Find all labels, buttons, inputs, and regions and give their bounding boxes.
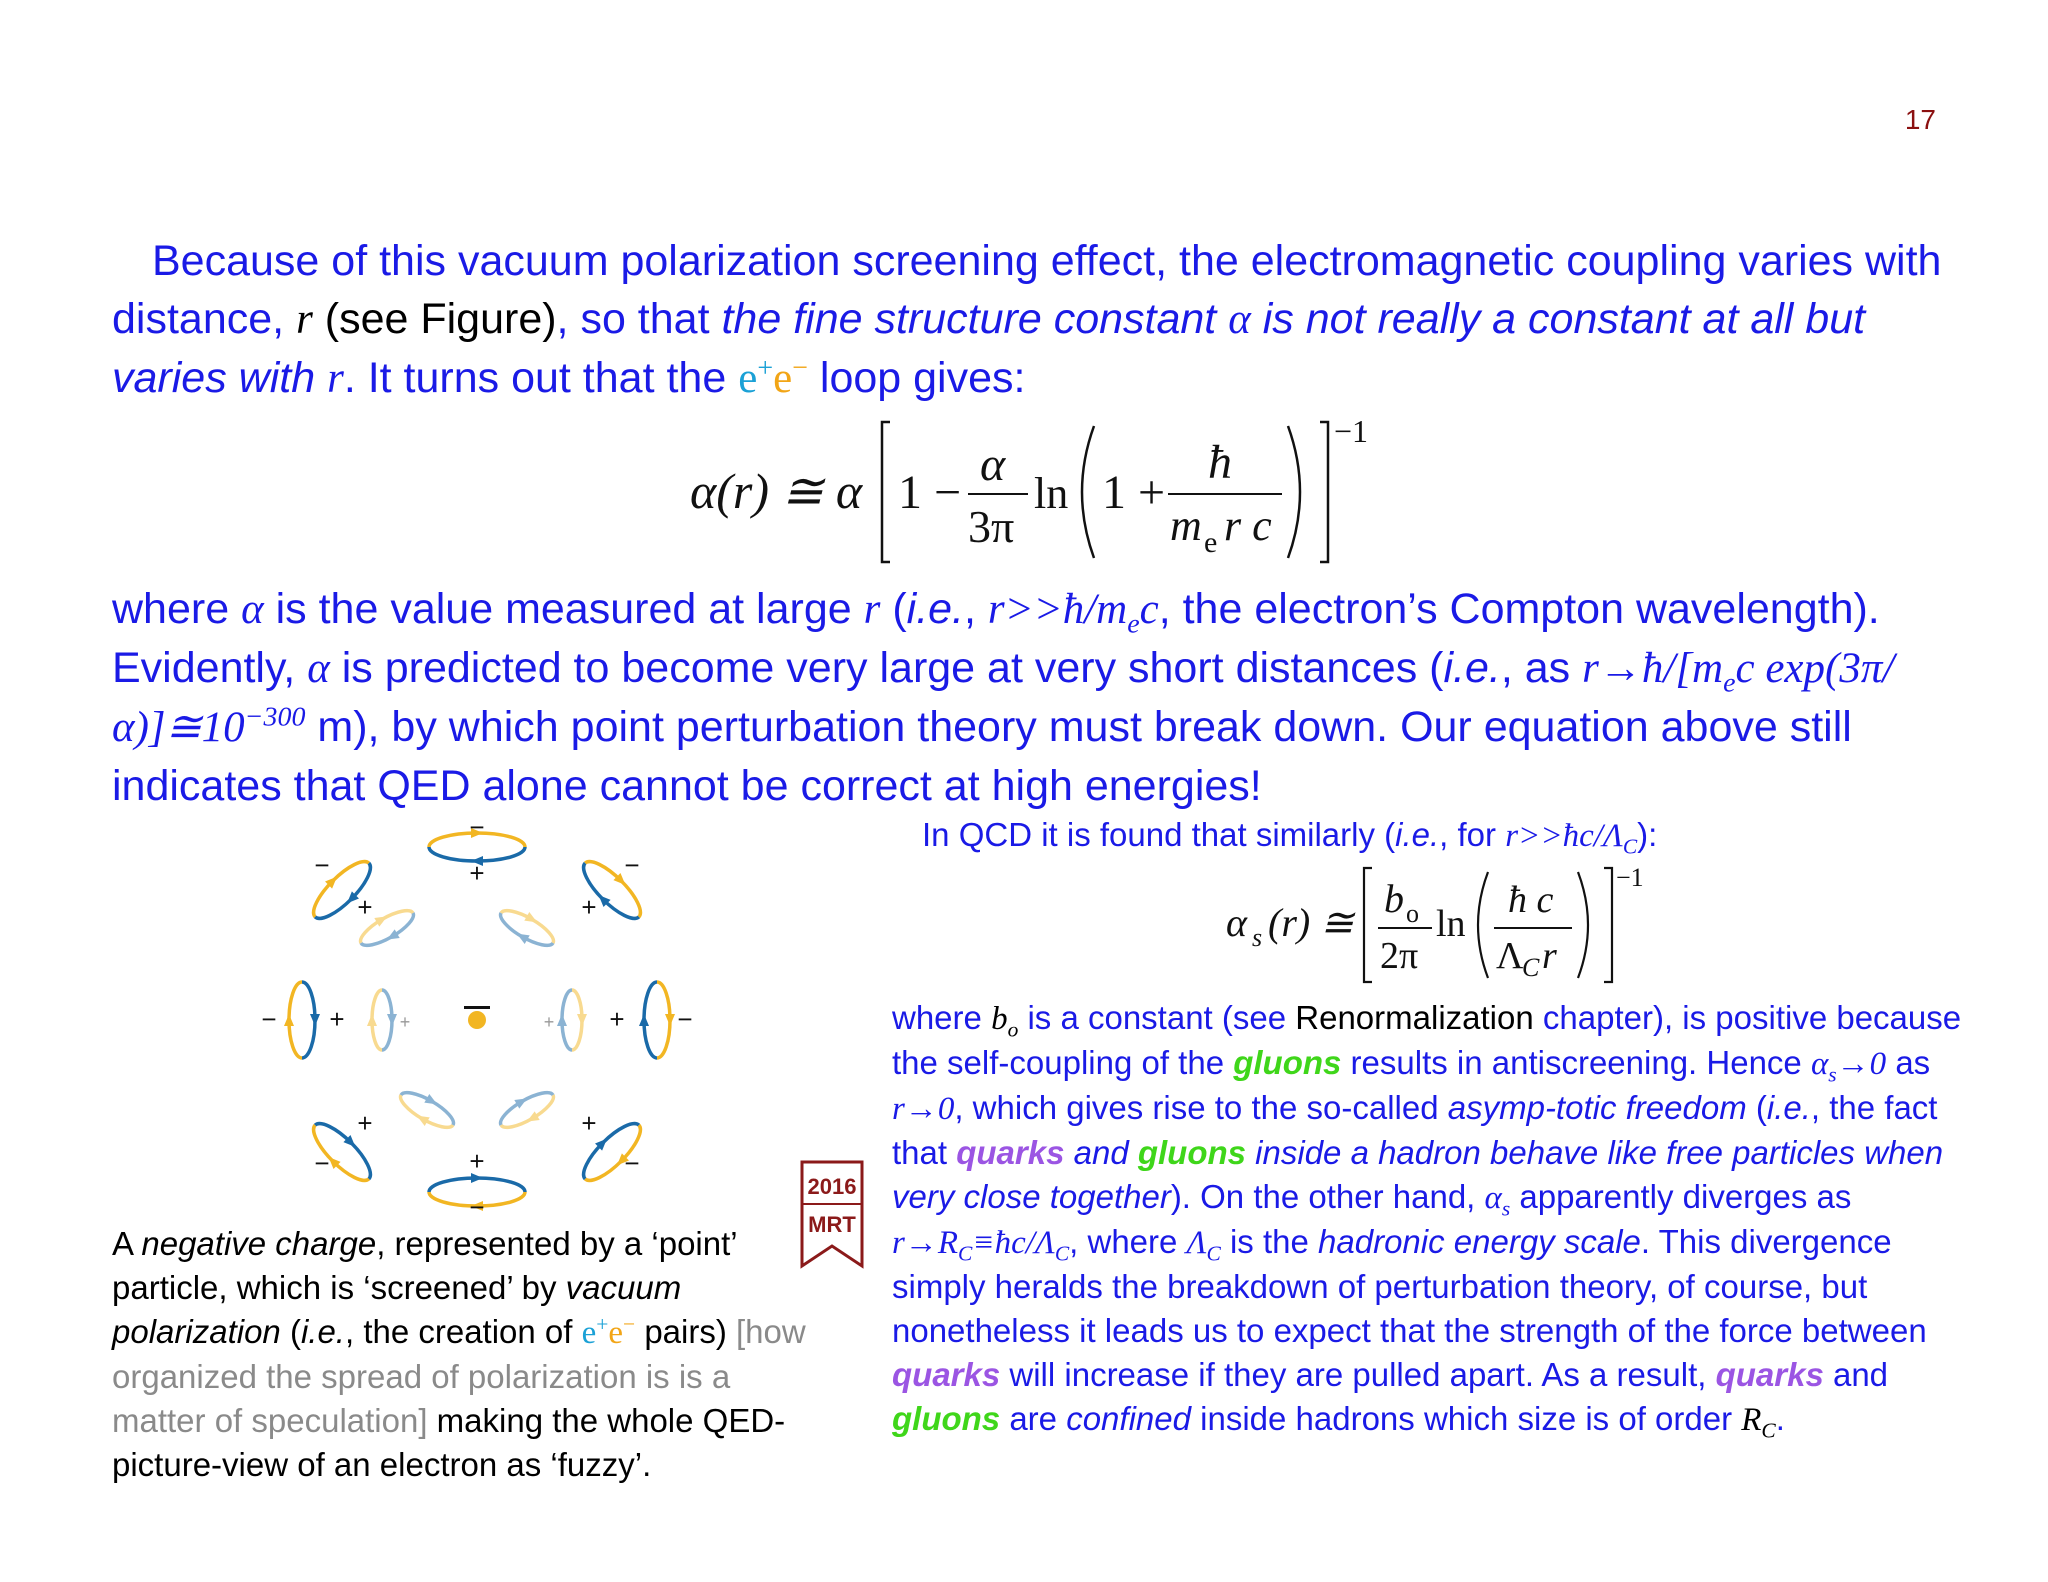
eq1-right-paren bbox=[1288, 426, 1300, 558]
sign-l-minus: − bbox=[262, 1004, 277, 1034]
cap-positron: e+ bbox=[581, 1312, 609, 1351]
sign-bl-minus: − bbox=[314, 1148, 330, 1178]
outer-loop-3 bbox=[639, 982, 675, 1058]
qcd-eq-left-paren bbox=[1478, 872, 1488, 978]
side-w3: chapter), is positive because the self-coupling of the bbox=[892, 999, 1962, 1081]
side-w14: will increase if they are pulled apart. As a result, bbox=[1009, 1356, 1707, 1393]
p2-r: r bbox=[863, 586, 881, 633]
gluons-word-3: gluons bbox=[892, 1400, 1001, 1437]
sign-tl-minus: − bbox=[314, 850, 330, 880]
side-alpha-s-2: $\alpha_s$ bbox=[1484, 1180, 1511, 1221]
p2-ie: i.e. bbox=[906, 585, 965, 633]
positron-symbol: e+ bbox=[738, 352, 774, 402]
vacuum-polarization-figure bbox=[262, 822, 702, 1222]
intro-paragraph bbox=[112, 232, 1952, 408]
eq1-frac2-num: ħ bbox=[1208, 436, 1232, 489]
badge-initials: MRT bbox=[808, 1212, 856, 1237]
inner-loop-5-electron-arc bbox=[396, 1095, 453, 1134]
eq1-frac2-den-m: m bbox=[1170, 501, 1202, 550]
outer-loop-7 bbox=[284, 982, 320, 1058]
inner-loop-6-arrow-1 bbox=[367, 1014, 377, 1026]
equation-alpha-s bbox=[1226, 860, 1646, 990]
electron-symbol: e− bbox=[773, 352, 808, 402]
side-w9: ). On the other hand, bbox=[1170, 1178, 1476, 1215]
side-w2: is a constant (see bbox=[1027, 999, 1287, 1036]
gluons-word-1: gluons bbox=[1233, 1044, 1342, 1081]
gluons-word-2: gluons bbox=[1137, 1134, 1246, 1171]
p2-text-6: is predicted to become very large at very short distances ( bbox=[341, 644, 1444, 692]
qcd-eq-left-bracket bbox=[1364, 868, 1372, 982]
sign-top-plus: + bbox=[469, 858, 485, 888]
side-alpha-s: $\alpha_s\to 0$ bbox=[1810, 1046, 1887, 1087]
side-asymp: asymp-totic freedom bbox=[1447, 1089, 1747, 1126]
cap-gray-note: [how organized the spread of polarization is is a matter of speculation] bbox=[112, 1313, 806, 1439]
p2-alpha-2: α bbox=[307, 645, 330, 692]
cap-vacuum: vacuum polarization bbox=[112, 1269, 682, 1350]
side-w6: , which gives rise to the so-called bbox=[954, 1089, 1439, 1126]
equation-alpha-running bbox=[690, 412, 1390, 572]
mrt-badge bbox=[800, 1160, 864, 1275]
qcd-eq-exp: −1 bbox=[1616, 863, 1644, 892]
eq1-one-plus: 1 + bbox=[1102, 466, 1166, 519]
page-number: 17 bbox=[1904, 104, 1936, 135]
intro-text-1: Because of this vacuum polarization screening effect, the electromagnetic coupling varies with distance, bbox=[112, 237, 1942, 343]
eq1-one-minus: 1 − bbox=[898, 466, 962, 519]
qcd-eq-lambda: Λ bbox=[1496, 935, 1524, 977]
sign-br-minus: − bbox=[624, 1148, 640, 1178]
qcd-eq-2pi: 2π bbox=[1380, 935, 1419, 977]
renormalization-link[interactable]: Renormalization bbox=[1295, 999, 1534, 1036]
sign-bottom-minus: − bbox=[469, 1192, 485, 1222]
p2-text-1: where bbox=[112, 585, 230, 633]
sign-r-minus: − bbox=[677, 1004, 693, 1034]
inner-loop-2-electron-arc bbox=[501, 904, 558, 943]
sign-l-plus: + bbox=[329, 1004, 345, 1034]
side-w12: is the bbox=[1229, 1223, 1309, 1260]
side-w7: ( bbox=[1755, 1089, 1767, 1126]
cap-c2: , represented by a ‘point’ particle, which is ‘screened’ by bbox=[112, 1225, 737, 1306]
inner-loop-6 bbox=[367, 990, 397, 1050]
eq1-ln: ln bbox=[1034, 469, 1069, 518]
side-and-2: and bbox=[1832, 1356, 1889, 1393]
eq1-frac1-den: 3π bbox=[968, 501, 1015, 552]
side-w5: as bbox=[1895, 1044, 1931, 1081]
side-w15: are bbox=[1009, 1400, 1058, 1437]
p2-text-4: , bbox=[964, 585, 976, 633]
eq1-frac1-num: α bbox=[980, 438, 1006, 491]
side-ie: i.e. bbox=[1766, 1089, 1811, 1126]
cap-c4: , the creation of bbox=[344, 1313, 573, 1350]
eq1-lhs: α(r) ≅ α bbox=[690, 463, 863, 519]
cap-c3: ( bbox=[289, 1313, 301, 1350]
qcd-eq-right-paren bbox=[1578, 872, 1588, 978]
see-figure-link[interactable]: (see Figure) bbox=[324, 295, 557, 343]
sign-inner-r-plus: + bbox=[543, 1012, 555, 1032]
qcd-ie: i.e. bbox=[1395, 816, 1440, 853]
sign-tr-plus: + bbox=[581, 892, 597, 922]
quarks-word-3: quarks bbox=[1715, 1356, 1824, 1393]
qcd-eq-right-bracket bbox=[1604, 868, 1612, 982]
side-paragraph bbox=[892, 996, 1972, 1442]
var-r-2: r bbox=[327, 355, 344, 402]
eq1-frac2-den-sub: e bbox=[1204, 526, 1218, 559]
badge-year: 2016 bbox=[807, 1174, 857, 1199]
p2-text-3: ( bbox=[892, 585, 907, 633]
p2-math-1: $r>>ħ/m_ec$ bbox=[987, 586, 1159, 640]
qcd-eq-b-sub: o bbox=[1406, 899, 1419, 928]
outer-loop-3-arrow-1 bbox=[665, 1014, 675, 1026]
outer-loop-7-arrow-1 bbox=[284, 1014, 294, 1026]
quarks-word-2: quarks bbox=[892, 1356, 1001, 1393]
cap-c6: making the whole QED-picture-view of an electron as ‘fuzzy’. bbox=[112, 1402, 786, 1483]
side-w1: where bbox=[892, 999, 982, 1036]
intro-text-4: loop gives: bbox=[819, 354, 1026, 402]
qcd-eq-num: ħ c bbox=[1508, 879, 1554, 921]
inner-loop-5 bbox=[394, 1082, 461, 1138]
eq1-frac2-den-rest: r c bbox=[1224, 501, 1272, 550]
p2-text-2: is the value measured at large bbox=[275, 585, 852, 633]
side-inside: inside a hadron behave like free particles when very close together bbox=[892, 1134, 1944, 1215]
side-w8: , the fact that bbox=[892, 1089, 1938, 1171]
var-r: r bbox=[296, 296, 313, 343]
cap-negative-charge: negative charge bbox=[141, 1225, 377, 1262]
qcd-eq-alpha: α bbox=[1226, 900, 1247, 945]
inner-loop-4-positron-arc bbox=[496, 1086, 553, 1125]
intro-italic-2: is not really a constant at all but varies with bbox=[112, 295, 1866, 402]
side-w10: apparently diverges as bbox=[1519, 1178, 1852, 1215]
eq1-right-bracket bbox=[1320, 422, 1328, 562]
inner-loop-6-arrow-2 bbox=[387, 1014, 397, 1026]
qcd-intro-3: ): bbox=[1637, 816, 1658, 853]
p2-text-8: ), by which point perturbation theory must break down. Our equation above still indicates that QED alone cannot be correct at high energies! bbox=[112, 703, 1852, 810]
p2-math-2: $r\to ħ/[m_ec$ $\exp(3\pi/\alpha)]≅10^{-300}$ bbox=[112, 645, 1895, 751]
sign-tl-plus: + bbox=[357, 892, 373, 922]
sign-r-plus: + bbox=[609, 1004, 625, 1034]
qcd-eq-lhs-rest: (r) ≅ bbox=[1268, 900, 1354, 945]
quarks-word-1: quarks bbox=[956, 1134, 1065, 1171]
vacuum-polarization-svg bbox=[262, 822, 702, 1222]
inner-loop-2 bbox=[494, 900, 561, 956]
inner-loop-2-positron-arc bbox=[496, 913, 553, 952]
eq1-exponent: −1 bbox=[1334, 413, 1369, 449]
side-hadronic: hadronic energy scale bbox=[1318, 1223, 1641, 1260]
alpha-symbol: α bbox=[1228, 296, 1251, 343]
sign-tr-minus: − bbox=[624, 850, 640, 880]
equation-alpha-svg bbox=[690, 412, 1390, 572]
eq1-left-bracket bbox=[882, 422, 890, 562]
qcd-intro-1: In QCD it is found that similarly ( bbox=[922, 816, 1396, 853]
equation-alpha-s-svg bbox=[1226, 860, 1646, 990]
sign-br-plus: + bbox=[581, 1108, 597, 1138]
sign-top-minus: − bbox=[469, 822, 485, 842]
qcd-eq-r: r bbox=[1542, 935, 1557, 977]
side-and-italic: and bbox=[1073, 1134, 1129, 1171]
intro-italic-1: the fine structure constant bbox=[721, 295, 1217, 343]
paragraph-2 bbox=[112, 580, 1952, 815]
sign-bl-plus: + bbox=[357, 1108, 373, 1138]
intro-text-3: . It turns out that the bbox=[343, 354, 727, 402]
side-confined: confined bbox=[1066, 1400, 1191, 1437]
side-diverge: $r\to R_C\equiv ħc/\Lambda_C$ bbox=[892, 1225, 1070, 1266]
p2-unit: m bbox=[317, 703, 354, 751]
side-end: . bbox=[1775, 1400, 1785, 1437]
side-lambda: $\Lambda_C$ bbox=[1186, 1225, 1221, 1266]
side-w16: inside hadrons which size is of order bbox=[1200, 1400, 1733, 1437]
center-minus-bar bbox=[464, 1006, 490, 1009]
outer-loop-3-arrow-2 bbox=[639, 1014, 649, 1026]
side-r-to0: r→0 bbox=[892, 1091, 955, 1127]
inner-loop-4-electron-arc bbox=[501, 1095, 558, 1134]
figure-caption bbox=[112, 1222, 832, 1487]
cap-ie: i.e. bbox=[300, 1313, 345, 1350]
qcd-eq-alpha-sub: s bbox=[1252, 923, 1263, 952]
p2-text-7: , as bbox=[1500, 644, 1571, 692]
inner-loop-3-arrow-1 bbox=[577, 1014, 587, 1026]
cap-c1: A bbox=[112, 1225, 133, 1262]
cap-electron: e− bbox=[608, 1312, 636, 1351]
side-w4: results in antiscreening. Hence bbox=[1350, 1044, 1802, 1081]
cap-c5: pairs) bbox=[644, 1313, 727, 1350]
p2-alpha: α bbox=[241, 586, 264, 633]
qcd-condition: $r>>ħc/\Lambda_C$ bbox=[1505, 818, 1638, 859]
qcd-eq-b: b bbox=[1384, 876, 1404, 921]
eq1-left-paren bbox=[1082, 426, 1094, 558]
negative-charge-point bbox=[468, 1011, 486, 1029]
inner-loop-5-positron-arc bbox=[401, 1086, 458, 1125]
side-Rc: $R_C$ bbox=[1741, 1402, 1776, 1443]
sign-inner-l-plus: + bbox=[399, 1012, 411, 1032]
outer-loop-7-arrow-2 bbox=[310, 1014, 320, 1026]
intro-text-2: , so that bbox=[556, 295, 710, 343]
side-w13: . This divergence simply heralds the breakdown of perturbation theory, of course, but nonetheless it leads us to expect that the strength of the force between bbox=[892, 1223, 1927, 1349]
qcd-intro-2: , for bbox=[1439, 816, 1497, 853]
side-w11: , where bbox=[1069, 1223, 1178, 1260]
qcd-eq-ln: ln bbox=[1436, 903, 1466, 945]
qcd-eq-lambda-sub: C bbox=[1522, 953, 1540, 982]
inner-loop-4 bbox=[494, 1082, 561, 1138]
side-b0: $b_o$ bbox=[991, 1001, 1019, 1042]
qcd-intro bbox=[922, 816, 1922, 859]
p2-ie-2: i.e. bbox=[1443, 644, 1501, 692]
sign-bottom-plus: + bbox=[469, 1146, 485, 1176]
inner-loop-3-arrow-2 bbox=[557, 1014, 567, 1026]
p2-text-5: , the electron’s Compton wavelength). Evidently, bbox=[112, 585, 1880, 692]
inner-loop-3 bbox=[557, 990, 587, 1050]
badge-ribbon-svg bbox=[800, 1160, 864, 1270]
